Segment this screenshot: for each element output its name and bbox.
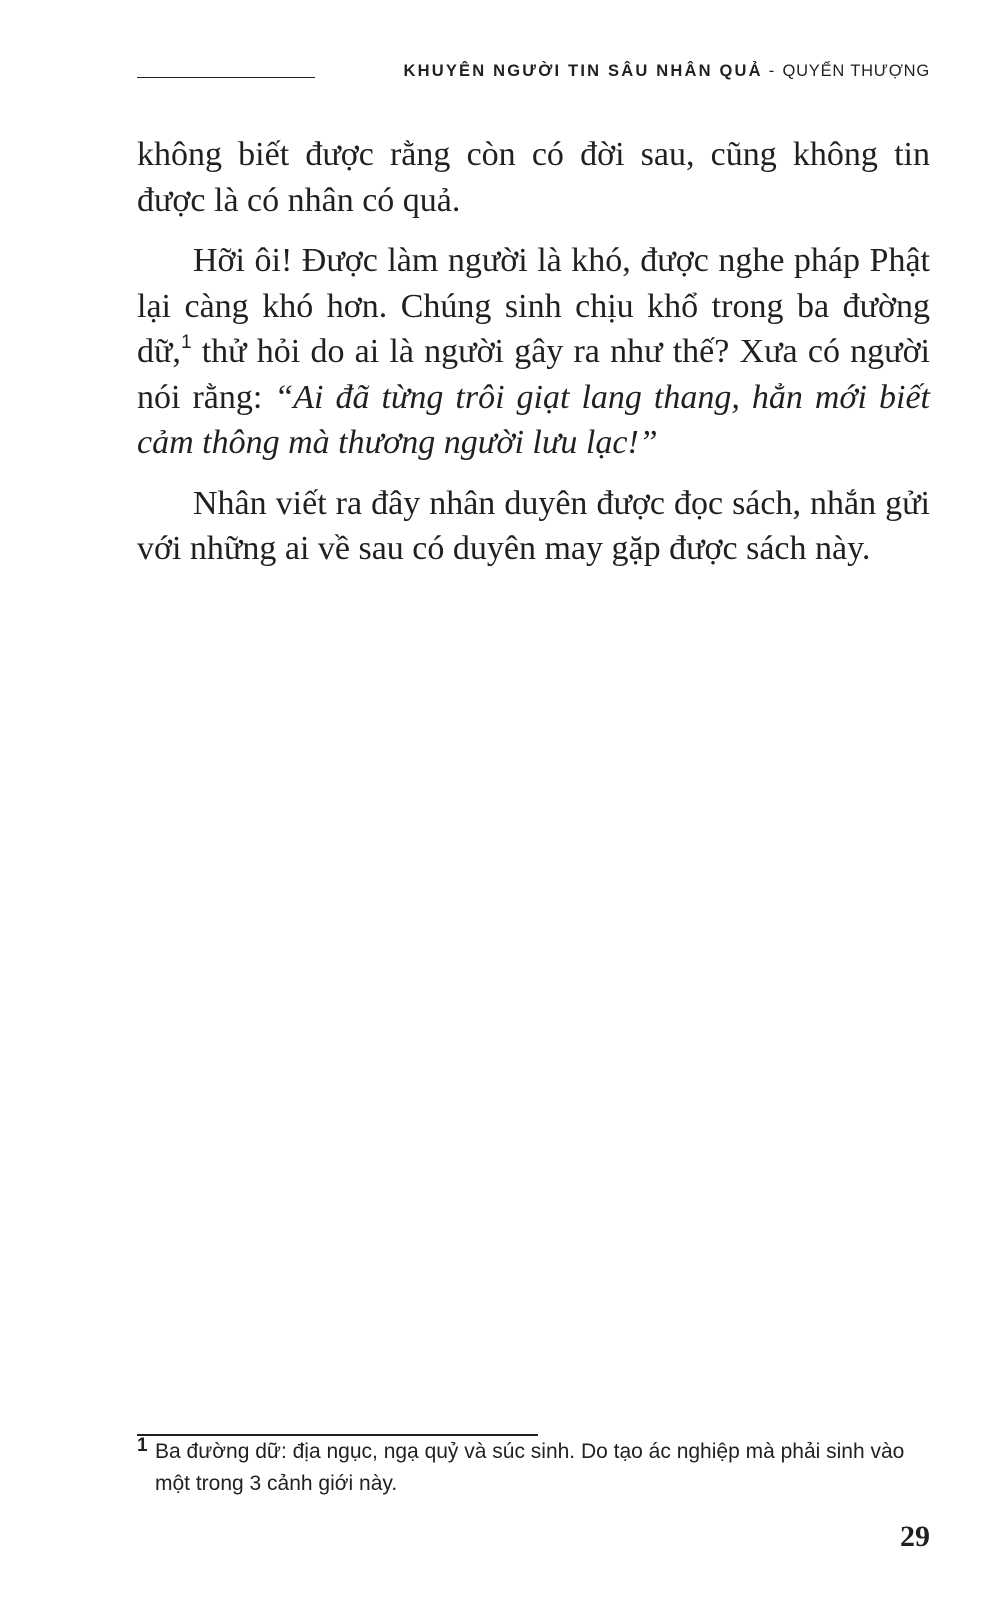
volume-label: QUYỂN THƯỢNG [782, 62, 930, 80]
paragraph-3: Nhân viết ra đây nhân duyên được đọc sách, nhắn gửi với những ai về sau có duyên may gặp được sách này. [137, 484, 930, 567]
running-head [404, 62, 931, 81]
paragraph-2-text-b: thử hỏi do ai là người gây ra như thế? Xưa có người nói rằng: [137, 333, 930, 416]
paragraph-2 [137, 238, 930, 466]
footnote-reference[interactable]: 1 [180, 332, 192, 353]
paragraph-1: không biết được rằng còn có đời sau, cũng không tin được là có nhân có quả. [137, 136, 930, 219]
footnote [137, 1436, 930, 1500]
header-separator: - [768, 62, 777, 80]
paragraph-2-quote: “Ai đã từng trôi giạt lang thang, hẳn mới biết cảm thông mà thương người lưu lạc!” [137, 378, 930, 461]
paragraph-2-text-a: Hỡi ôi! Được làm người là khó, được nghe pháp Phật lại càng khó hơn. Chúng sinh chịu khổ trong ba đường dữ, [137, 242, 930, 370]
page-number: 29 [900, 1520, 930, 1553]
footnote-mark: 1 [137, 1435, 148, 1456]
header-rule [137, 77, 315, 78]
book-title: KHUYÊN NGƯỜI TIN SÂU NHÂN QUẢ [403, 62, 763, 80]
body-text [137, 132, 930, 587]
footnote-text: Ba đường dữ: địa ngục, ngạ quỷ và súc sinh. Do tạo ác nghiệp mà phải sinh vào một trong 3 cảnh giới này. [155, 1440, 905, 1495]
